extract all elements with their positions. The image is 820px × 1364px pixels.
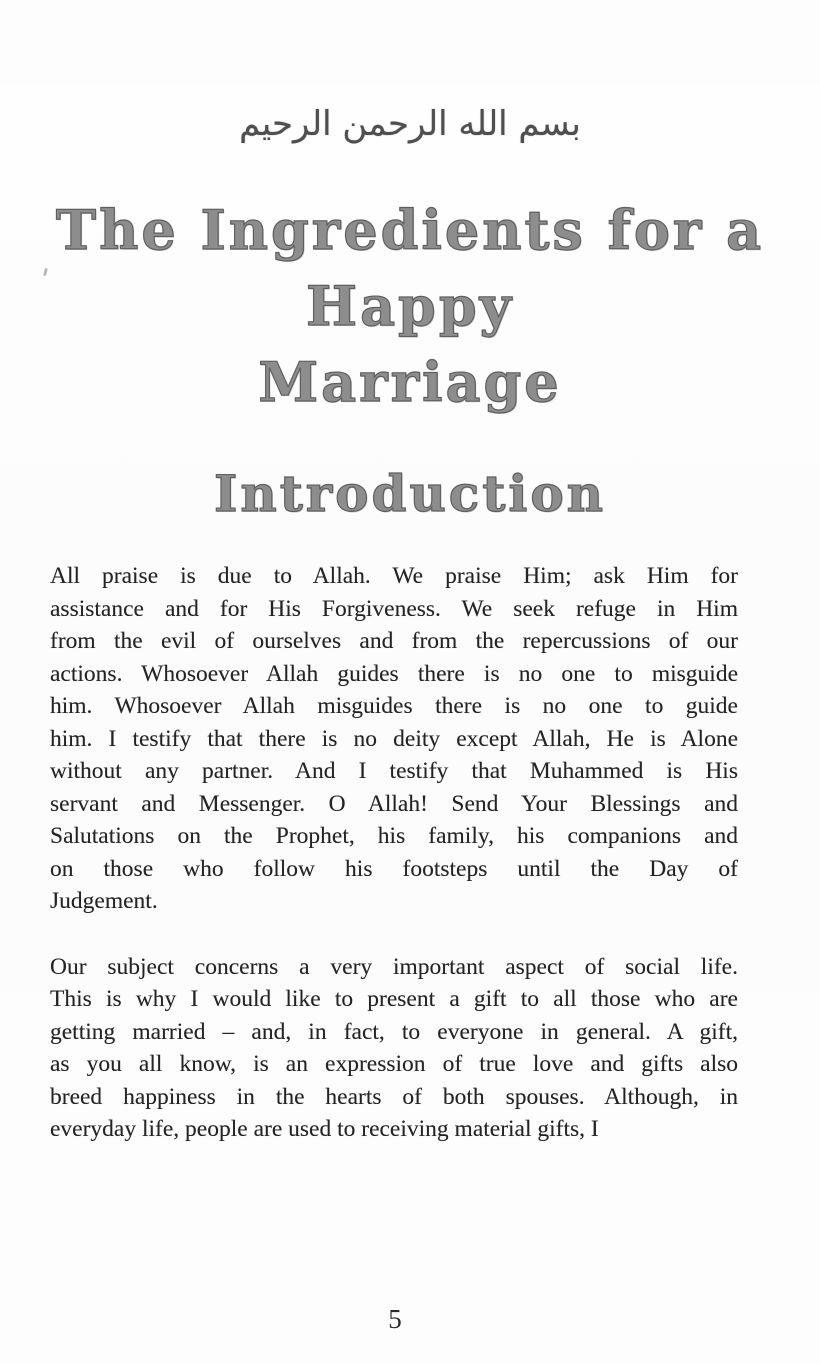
text-line: Our subject concerns a very important aspect of social life.	[50, 953, 738, 980]
book-title-line: Marriage	[258, 350, 562, 414]
bismillah-text: بسم الله الرحمن الرحيم	[239, 104, 581, 144]
text-line: All praise is due to Allah. We praise Him; ask Him for	[50, 563, 738, 589]
book-page	[0, 84, 820, 1364]
text-line: actions. Whosoever Allah guides there is no one to misguide	[50, 660, 738, 687]
paragraph-subject	[50, 951, 738, 1146]
text-line: everyday life, people are used to receiving material gifts, I	[50, 1116, 599, 1142]
text-line: breed happiness in the hearts of both spouses. Although, in	[50, 1083, 738, 1110]
book-title	[0, 192, 820, 420]
text-line: as you all know, is an expression of true love and gifts also	[50, 1051, 738, 1077]
book-title-line: Happy	[306, 274, 514, 338]
text-line: without any partner. And I testify that Muhammed is His	[50, 758, 738, 784]
body-text	[50, 560, 738, 1146]
text-line: servant and Messenger. O Allah! Send Your Blessings and	[50, 790, 738, 817]
text-line: This is why I would like to present a gift to all those who are	[50, 986, 738, 1012]
paragraph-praise	[50, 560, 738, 918]
text-line: assistance and for His Forgiveness. We seek refuge in Him	[50, 595, 738, 622]
text-line: getting married – and, in fact, to everyone in general. A gift,	[50, 1018, 738, 1045]
text-line: him. I testify that there is no deity except Allah, He is Alone	[50, 725, 738, 752]
section-heading-introduction: Introduction	[213, 464, 607, 523]
text-line: him. Whosoever Allah misguides there is no one to guide	[50, 693, 738, 719]
text-line: from the evil of ourselves and from the repercussions of our	[50, 628, 738, 654]
text-line: on those who follow his footsteps until the Day of	[50, 855, 738, 882]
text-line: Salutations on the Prophet, his family, his companions and	[50, 823, 738, 849]
bismillah-calligraphy	[0, 84, 820, 164]
book-title-line: The Ingredients for a	[55, 198, 765, 262]
page-number: 5	[388, 1304, 402, 1334]
text-line: Judgement.	[50, 888, 158, 914]
